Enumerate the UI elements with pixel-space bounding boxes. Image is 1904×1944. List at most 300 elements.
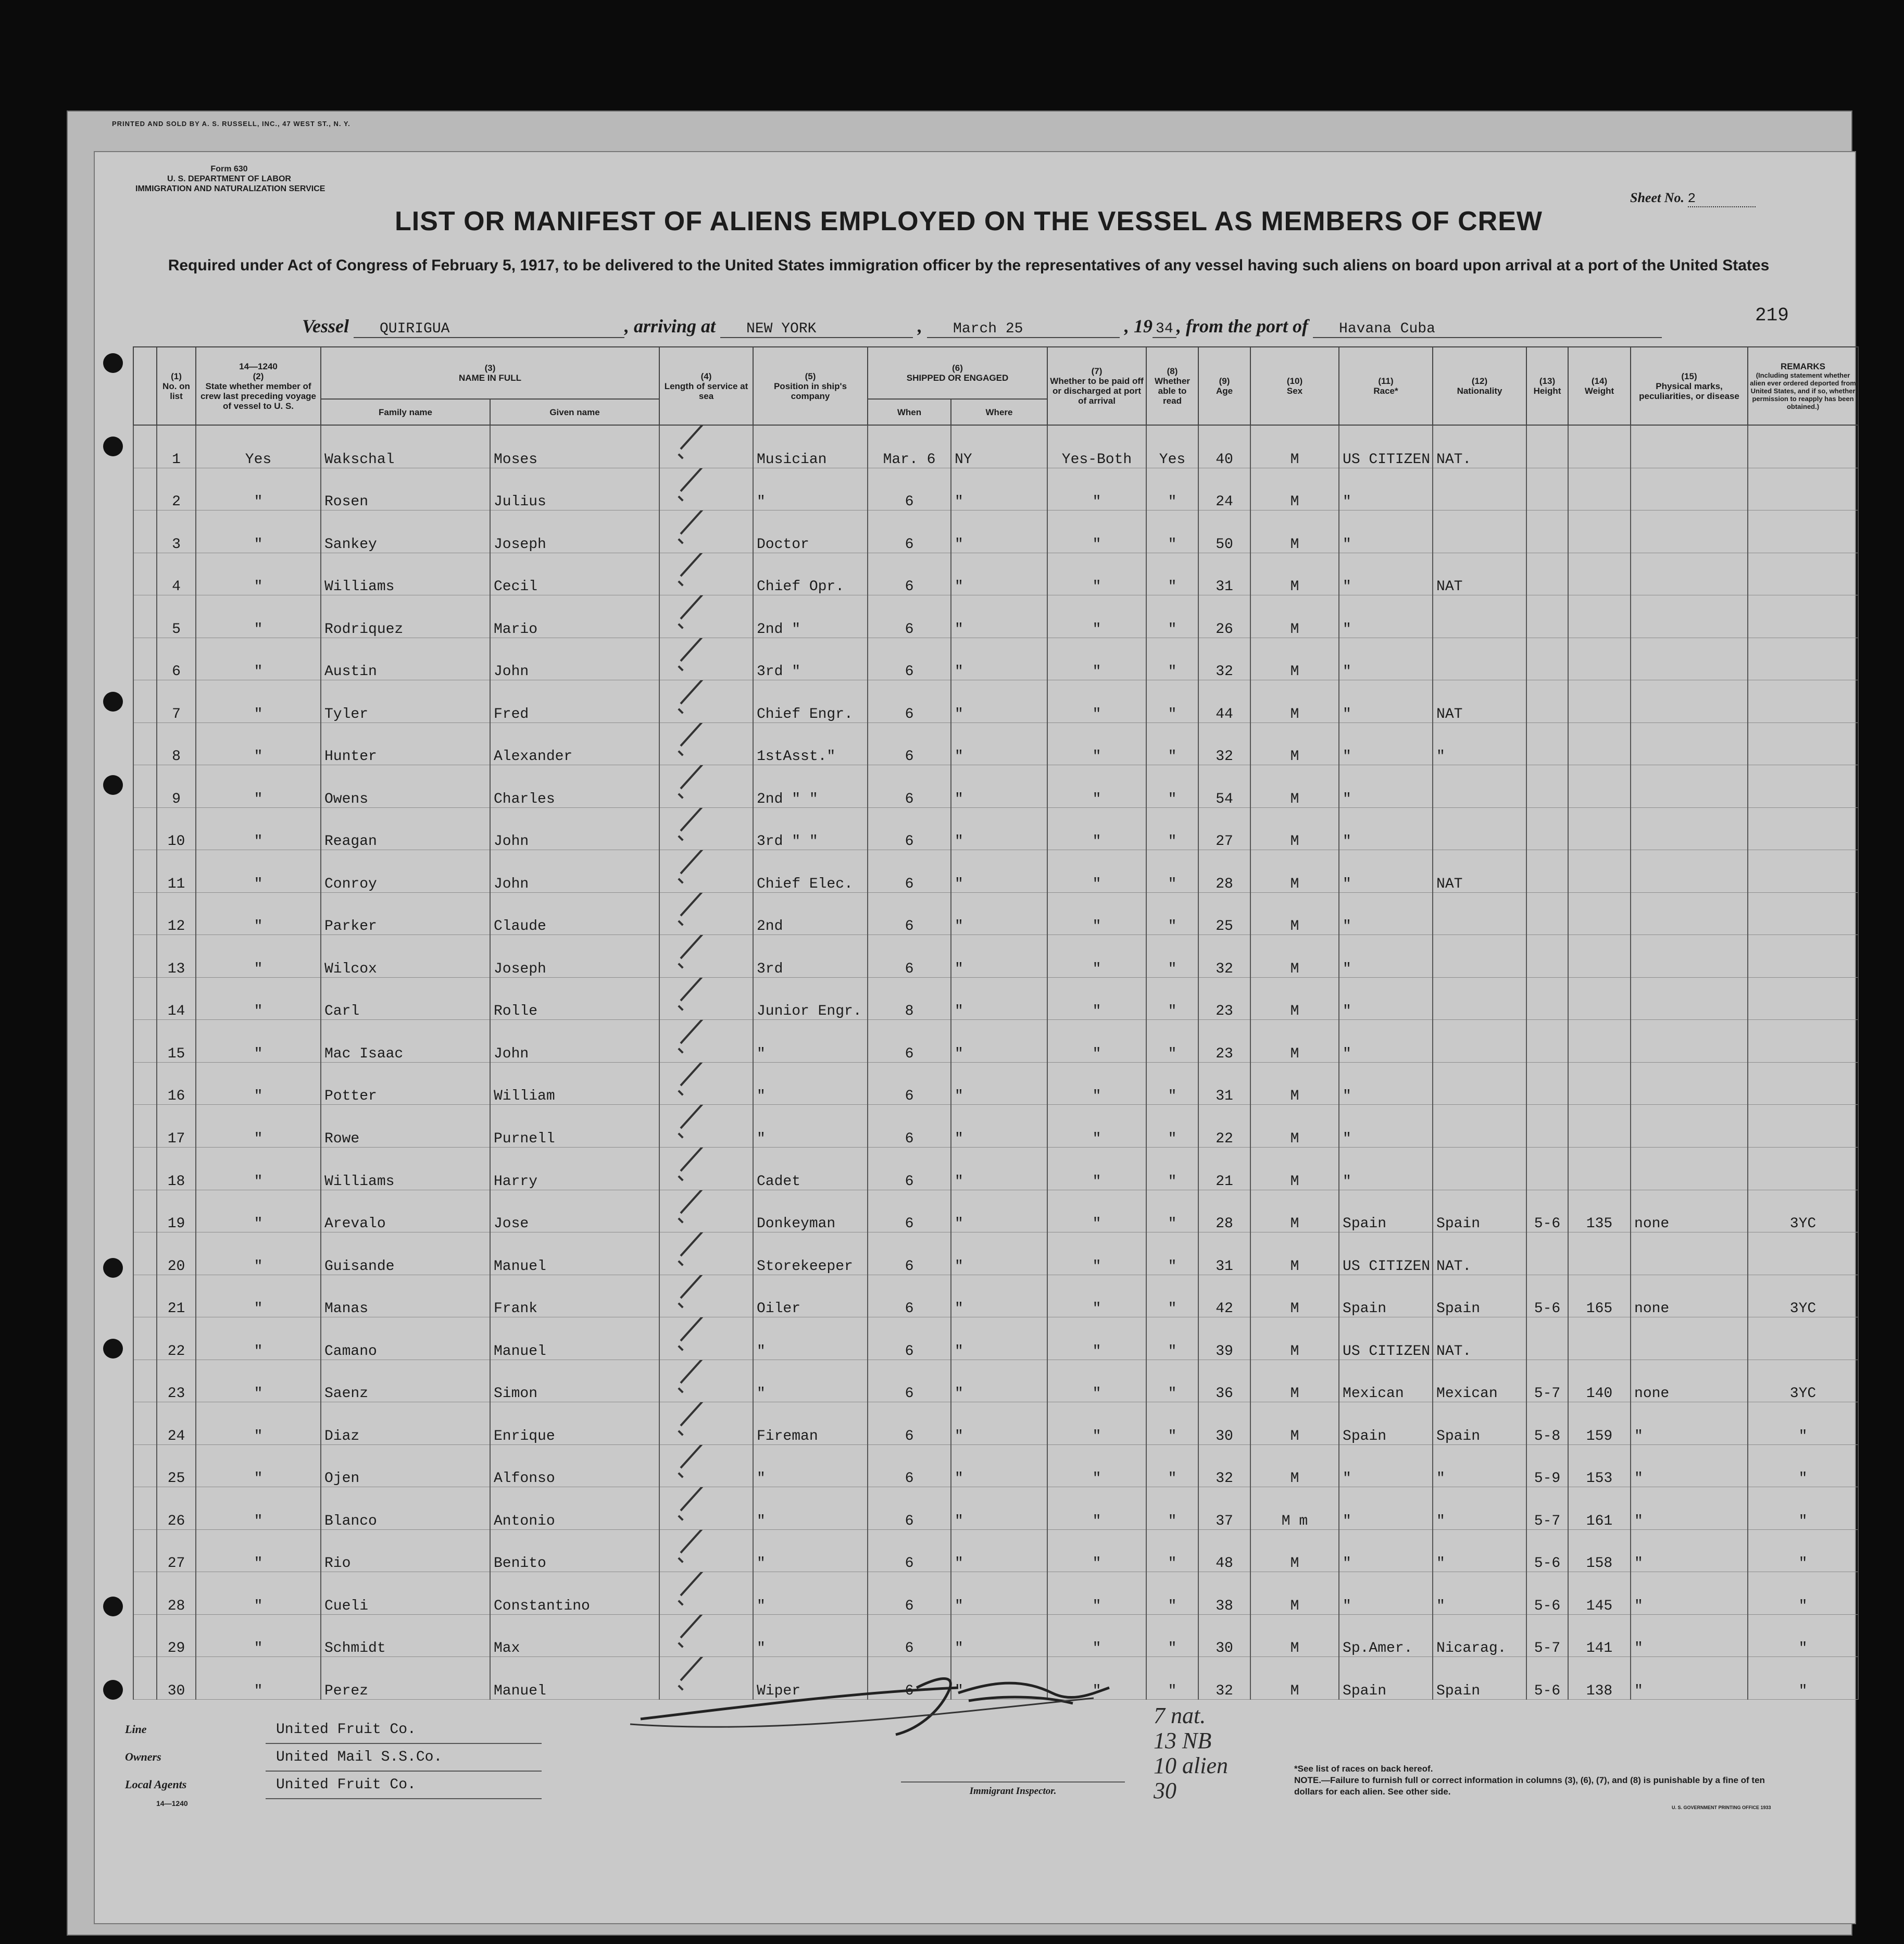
printer-credit: PRINTED AND SOLD BY A. S. RUSSELL, INC., 47 WEST ST., N. Y. (112, 120, 350, 128)
family-name-cell: Reagan (321, 807, 490, 850)
header-name-in-full: (3) NAME IN FULL (321, 347, 659, 399)
previous-voyage-cell: " (196, 1232, 321, 1275)
family-name-cell: Rosen (321, 468, 490, 510)
position-cell: 2nd (753, 892, 868, 935)
inspector-label: Immigrant Inspector. (901, 1781, 1125, 1797)
position-cell: " (753, 1020, 868, 1063)
margin-cell (133, 765, 157, 808)
age-cell: 38 (1198, 1572, 1250, 1615)
able-to-read-cell: " (1146, 1020, 1198, 1063)
weight-cell (1568, 510, 1631, 553)
family-name-cell: Arevalo (321, 1190, 490, 1232)
able-to-read-cell: " (1146, 1190, 1198, 1232)
header-when: When (868, 399, 951, 425)
shipped-when-cell: 6 (868, 1232, 951, 1275)
table-row (133, 765, 1858, 808)
age-cell: 48 (1198, 1529, 1250, 1572)
previous-voyage-cell: " (196, 1105, 321, 1148)
position-cell: Fireman (753, 1402, 868, 1445)
position-cell: " (753, 1062, 868, 1105)
row-number-cell: 4 (157, 553, 196, 595)
able-to-read-cell: " (1146, 680, 1198, 723)
header-height: (13) Height (1526, 347, 1568, 425)
row-number-cell: 5 (157, 595, 196, 638)
row-number-cell: 10 (157, 807, 196, 850)
race-cell: " (1339, 510, 1433, 553)
weight-cell: 140 (1568, 1360, 1631, 1402)
shipped-when-cell: 8 (868, 977, 951, 1020)
shipped-when-cell: 6 (868, 1062, 951, 1105)
family-name-cell: Tyler (321, 680, 490, 723)
weight-cell (1568, 595, 1631, 638)
able-to-read-cell: " (1146, 468, 1198, 510)
position-cell: " (753, 468, 868, 510)
row-number-cell: 13 (157, 935, 196, 978)
shipped-where-cell: " (951, 1529, 1047, 1572)
physical-marks-cell (1631, 1062, 1748, 1105)
check-mark-icon (673, 1161, 720, 1190)
paid-off-cell: " (1047, 638, 1146, 680)
check-mark-icon (673, 948, 720, 977)
family-name-cell: Hunter (321, 722, 490, 765)
able-to-read-cell: " (1146, 638, 1198, 680)
family-name-cell: Schmidt (321, 1614, 490, 1657)
shipped-when-cell: 6 (868, 1487, 951, 1530)
weight-cell: 138 (1568, 1657, 1631, 1700)
margin-cell (133, 977, 157, 1020)
margin-cell (133, 510, 157, 553)
line-label: Line (125, 1723, 147, 1736)
previous-voyage-cell: " (196, 1147, 321, 1190)
table-row (133, 807, 1858, 850)
shipped-where-cell: " (951, 1614, 1047, 1657)
nationality-cell: " (1433, 722, 1526, 765)
height-cell (1526, 425, 1568, 468)
position-cell: " (753, 1572, 868, 1615)
row-number-cell: 20 (157, 1232, 196, 1275)
table-row (133, 722, 1858, 765)
nationality-cell: " (1433, 1529, 1526, 1572)
margin-cell (133, 935, 157, 978)
weight-cell: 135 (1568, 1190, 1631, 1232)
sheet-number (1630, 190, 1756, 207)
shipped-where-cell: " (951, 1487, 1047, 1530)
shipped-when-cell: 6 (868, 1190, 951, 1232)
paid-off-cell: " (1047, 1105, 1146, 1148)
paid-off-cell: " (1047, 510, 1146, 553)
row-number-cell: 16 (157, 1062, 196, 1105)
position-cell: Musician (753, 425, 868, 468)
shipped-where-cell: " (951, 680, 1047, 723)
height-cell: 5-9 (1526, 1444, 1568, 1487)
check-mark-icon (673, 1373, 720, 1402)
shipped-where-cell: " (951, 1062, 1047, 1105)
table-row (133, 1232, 1858, 1275)
race-cell: " (1339, 1062, 1433, 1105)
nationality-cell: " (1433, 1487, 1526, 1530)
service-check-cell (659, 935, 753, 978)
age-cell: 32 (1198, 1657, 1250, 1700)
service-check-cell (659, 510, 753, 553)
check-mark-icon (673, 1542, 720, 1572)
given-name-cell: Moses (490, 425, 659, 468)
weight-cell (1568, 1020, 1631, 1063)
given-name-cell: John (490, 1020, 659, 1063)
from-port: Havana Cuba (1313, 321, 1662, 338)
position-cell: Chief Elec. (753, 850, 868, 893)
margin-cell (133, 1614, 157, 1657)
service-check-cell (659, 892, 753, 935)
table-row (133, 1614, 1858, 1657)
age-cell: 31 (1198, 1232, 1250, 1275)
height-cell: 5-6 (1526, 1572, 1568, 1615)
remarks-cell (1748, 1232, 1858, 1275)
table-row (133, 468, 1858, 510)
margin-cell (133, 850, 157, 893)
race-cell: " (1339, 468, 1433, 510)
table-row (133, 1275, 1858, 1317)
service-check-cell (659, 1614, 753, 1657)
service-check-cell (659, 850, 753, 893)
previous-voyage-cell: " (196, 807, 321, 850)
given-name-cell: Cecil (490, 553, 659, 595)
position-cell: " (753, 1444, 868, 1487)
sex-cell: M (1250, 1147, 1339, 1190)
check-mark-icon (673, 1627, 720, 1656)
height-cell (1526, 850, 1568, 893)
height-cell (1526, 1232, 1568, 1275)
family-name-cell: Williams (321, 1147, 490, 1190)
race-cell: Spain (1339, 1402, 1433, 1445)
table-row (133, 977, 1858, 1020)
shipped-when-cell: 6 (868, 510, 951, 553)
position-cell: Donkeyman (753, 1190, 868, 1232)
physical-marks-cell: none (1631, 1360, 1748, 1402)
family-name-cell: Parker (321, 892, 490, 935)
given-name-cell: Jose (490, 1190, 659, 1232)
height-cell (1526, 680, 1568, 723)
form-number: Form 630 (210, 165, 248, 173)
check-mark-icon (673, 778, 720, 807)
weight-cell (1568, 1232, 1631, 1275)
remarks-cell: " (1748, 1529, 1858, 1572)
line-value: United Fruit Co. (266, 1717, 542, 1744)
height-cell: 5-6 (1526, 1529, 1568, 1572)
given-name-cell: John (490, 807, 659, 850)
physical-marks-cell (1631, 892, 1748, 935)
nationality-cell: Spain (1433, 1190, 1526, 1232)
check-mark-icon (673, 1457, 720, 1487)
age-cell: 30 (1198, 1402, 1250, 1445)
height-cell (1526, 1020, 1568, 1063)
race-cell: " (1339, 892, 1433, 935)
paid-off-cell: " (1047, 680, 1146, 723)
shipped-when-cell: 6 (868, 892, 951, 935)
shipped-where-cell: " (951, 1147, 1047, 1190)
weight-cell (1568, 935, 1631, 978)
margin-cell (133, 1232, 157, 1275)
physical-marks-cell (1631, 425, 1748, 468)
weight-cell (1568, 722, 1631, 765)
height-cell (1526, 468, 1568, 510)
sex-cell: M (1250, 1105, 1339, 1148)
previous-voyage-cell: " (196, 510, 321, 553)
remarks-cell: " (1748, 1444, 1858, 1487)
row-number-cell: 8 (157, 722, 196, 765)
row-number-cell: 6 (157, 638, 196, 680)
weight-cell (1568, 1105, 1631, 1148)
paid-off-cell: " (1047, 935, 1146, 978)
given-name-cell: Julius (490, 468, 659, 510)
previous-voyage-cell: Yes (196, 425, 321, 468)
position-cell: 2nd " (753, 595, 868, 638)
age-cell: 44 (1198, 680, 1250, 723)
physical-marks-cell (1631, 510, 1748, 553)
table-row (133, 680, 1858, 723)
physical-marks-cell: " (1631, 1657, 1748, 1700)
family-name-cell: Rio (321, 1529, 490, 1572)
remarks-cell (1748, 1062, 1858, 1105)
year-suffix: 34 (1153, 321, 1176, 338)
sex-cell: M (1250, 1275, 1339, 1317)
shipped-where-cell: " (951, 1657, 1047, 1700)
given-name-cell: Alexander (490, 722, 659, 765)
sex-cell: M (1250, 510, 1339, 553)
paid-off-cell: " (1047, 1657, 1146, 1700)
nationality-cell (1433, 1105, 1526, 1148)
paid-off-cell: " (1047, 595, 1146, 638)
given-name-cell: Harry (490, 1147, 659, 1190)
service-check-cell (659, 1232, 753, 1275)
physical-marks-cell (1631, 680, 1748, 723)
physical-marks-cell (1631, 1105, 1748, 1148)
position-cell: 2nd " " (753, 765, 868, 808)
row-number-cell: 29 (157, 1614, 196, 1657)
row-number-cell: 14 (157, 977, 196, 1020)
header-nationality: (12) Nationality (1433, 347, 1526, 425)
tally-line: 30 (1154, 1778, 1176, 1803)
weight-cell (1568, 468, 1631, 510)
check-mark-icon (673, 990, 720, 1019)
page-title: LIST OR MANIFEST OF ALIENS EMPLOYED ON THE VESSEL AS MEMBERS OF CREW (395, 206, 1543, 236)
check-mark-icon (673, 608, 720, 638)
sex-cell: M (1250, 1657, 1339, 1700)
physical-marks-cell: " (1631, 1614, 1748, 1657)
previous-voyage-cell: " (196, 595, 321, 638)
sex-cell: M (1250, 638, 1339, 680)
department-name: U. S. DEPARTMENT OF LABOR (167, 175, 291, 183)
height-cell (1526, 553, 1568, 595)
weight-cell: 165 (1568, 1275, 1631, 1317)
able-to-read-cell: " (1146, 1147, 1198, 1190)
family-name-cell: Camano (321, 1317, 490, 1360)
family-name-cell: Saenz (321, 1360, 490, 1402)
shipped-where-cell: " (951, 1360, 1047, 1402)
nationality-cell (1433, 638, 1526, 680)
vessel-name: QUIRIGUA (354, 321, 624, 338)
shipped-where-cell: " (951, 1444, 1047, 1487)
header-sex: (10) Sex (1250, 347, 1339, 425)
row-number-cell: 21 (157, 1275, 196, 1317)
nationality-cell: NAT. (1433, 1317, 1526, 1360)
binder-hole (103, 1680, 123, 1700)
check-mark-icon (673, 651, 720, 680)
shipped-where-cell: NY (951, 425, 1047, 468)
able-to-read-cell: " (1146, 595, 1198, 638)
paid-off-cell: " (1047, 1147, 1146, 1190)
service-check-cell (659, 425, 753, 468)
race-cell: Spain (1339, 1275, 1433, 1317)
age-cell: 27 (1198, 807, 1250, 850)
footnote (1294, 1763, 1773, 1798)
age-cell: 23 (1198, 977, 1250, 1020)
page-subtitle: Required under Act of Congress of February 5, 1917, to be delivered to the United States immigration officer by the representatives of any vessel having such aliens on board upon arrival at a port of the United States (168, 257, 1770, 274)
arriving-label: , arriving at (624, 316, 716, 337)
nationality-cell (1433, 807, 1526, 850)
table-header (133, 347, 1858, 425)
shipped-where-cell: " (951, 638, 1047, 680)
shipped-where-cell: " (951, 1572, 1047, 1615)
paid-off-cell: " (1047, 1487, 1146, 1530)
given-name-cell: Manuel (490, 1232, 659, 1275)
age-cell: 32 (1198, 638, 1250, 680)
physical-marks-cell (1631, 850, 1748, 893)
race-cell: " (1339, 765, 1433, 808)
nationality-cell (1433, 935, 1526, 978)
position-cell: Oiler (753, 1275, 868, 1317)
given-name-cell: Frank (490, 1275, 659, 1317)
height-cell (1526, 765, 1568, 808)
paid-off-cell: " (1047, 1529, 1146, 1572)
shipped-when-cell: 6 (868, 680, 951, 723)
sex-cell: M (1250, 1402, 1339, 1445)
shipped-when-cell: 6 (868, 1402, 951, 1445)
table-row (133, 850, 1858, 893)
table-row (133, 1487, 1858, 1530)
shipped-when-cell: 6 (868, 1614, 951, 1657)
margin-cell (133, 1444, 157, 1487)
position-cell: Doctor (753, 510, 868, 553)
remarks-cell (1748, 935, 1858, 978)
shipped-where-cell: " (951, 1232, 1047, 1275)
physical-marks-cell: " (1631, 1529, 1748, 1572)
previous-voyage-cell: " (196, 1062, 321, 1105)
paid-off-cell: " (1047, 765, 1146, 808)
sex-cell: M (1250, 892, 1339, 935)
age-cell: 23 (1198, 1020, 1250, 1063)
check-mark-icon (673, 693, 720, 722)
shipped-where-cell: " (951, 935, 1047, 978)
race-cell: US CITIZEN (1339, 1232, 1433, 1275)
agents-label: Local Agents (125, 1778, 187, 1791)
remarks-cell (1748, 468, 1858, 510)
paid-off-cell: " (1047, 1020, 1146, 1063)
header-race: (11) Race* (1339, 347, 1433, 425)
race-cell: " (1339, 850, 1433, 893)
height-cell (1526, 595, 1568, 638)
shipped-when-cell: 6 (868, 1360, 951, 1402)
weight-cell (1568, 680, 1631, 723)
height-cell: 5-7 (1526, 1360, 1568, 1402)
shipped-when-cell: 6 (868, 850, 951, 893)
physical-marks-cell (1631, 1020, 1748, 1063)
height-cell: 5-7 (1526, 1487, 1568, 1530)
sex-cell: M (1250, 1444, 1339, 1487)
paid-off-cell: " (1047, 1275, 1146, 1317)
able-to-read-cell: " (1146, 1444, 1198, 1487)
header-family-name: Family name (321, 399, 490, 425)
sex-cell: M (1250, 425, 1339, 468)
race-cell: Spain (1339, 1190, 1433, 1232)
row-number-cell: 19 (157, 1190, 196, 1232)
position-cell: 3rd " (753, 638, 868, 680)
weight-cell: 158 (1568, 1529, 1631, 1572)
sex-cell: M (1250, 1529, 1339, 1572)
family-name-cell: Carl (321, 977, 490, 1020)
sex-cell: M (1250, 807, 1339, 850)
check-mark-icon (673, 1245, 720, 1275)
previous-voyage-cell: " (196, 468, 321, 510)
row-number-cell: 30 (157, 1657, 196, 1700)
age-cell: 40 (1198, 425, 1250, 468)
physical-marks-cell (1631, 977, 1748, 1020)
sex-cell: M (1250, 1232, 1339, 1275)
owners-value: United Mail S.S.Co. (266, 1744, 542, 1772)
service-check-cell (659, 1062, 753, 1105)
header-weight: (14) Weight (1568, 347, 1631, 425)
owners-label: Owners (125, 1750, 161, 1763)
header-age: (9) Age (1198, 347, 1250, 425)
previous-voyage-cell: " (196, 1444, 321, 1487)
shipped-when-cell: 6 (868, 1275, 951, 1317)
previous-voyage-cell: " (196, 1614, 321, 1657)
form-identifier (135, 164, 323, 194)
table-row (133, 425, 1858, 468)
service-check-cell (659, 1572, 753, 1615)
margin-cell (133, 1360, 157, 1402)
service-check-cell (659, 595, 753, 638)
physical-marks-cell (1631, 595, 1748, 638)
margin-cell (133, 553, 157, 595)
able-to-read-cell: " (1146, 1614, 1198, 1657)
shipped-where-cell: " (951, 1020, 1047, 1063)
margin-cell (133, 1105, 157, 1148)
paid-off-cell: " (1047, 1190, 1146, 1232)
header-given-name: Given name (490, 399, 659, 425)
margin-cell (133, 722, 157, 765)
age-cell: 42 (1198, 1275, 1250, 1317)
physical-marks-cell: " (1631, 1487, 1748, 1530)
previous-voyage-cell: " (196, 1190, 321, 1232)
shipped-when-cell: 6 (868, 1657, 951, 1700)
height-cell (1526, 1147, 1568, 1190)
previous-voyage-cell: " (196, 850, 321, 893)
nationality-cell (1433, 977, 1526, 1020)
given-name-cell: Manuel (490, 1317, 659, 1360)
previous-voyage-cell: " (196, 1360, 321, 1402)
able-to-read-cell: " (1146, 1487, 1198, 1530)
family-name-cell: Potter (321, 1062, 490, 1105)
remarks-cell: " (1748, 1572, 1858, 1615)
nationality-cell: Spain (1433, 1657, 1526, 1700)
check-mark-icon (673, 863, 720, 892)
family-name-cell: Wakschal (321, 425, 490, 468)
race-cell: " (1339, 638, 1433, 680)
position-cell: Junior Engr. (753, 977, 868, 1020)
service-check-cell (659, 1487, 753, 1530)
position-cell: 3rd " " (753, 807, 868, 850)
remarks-cell (1748, 1020, 1858, 1063)
